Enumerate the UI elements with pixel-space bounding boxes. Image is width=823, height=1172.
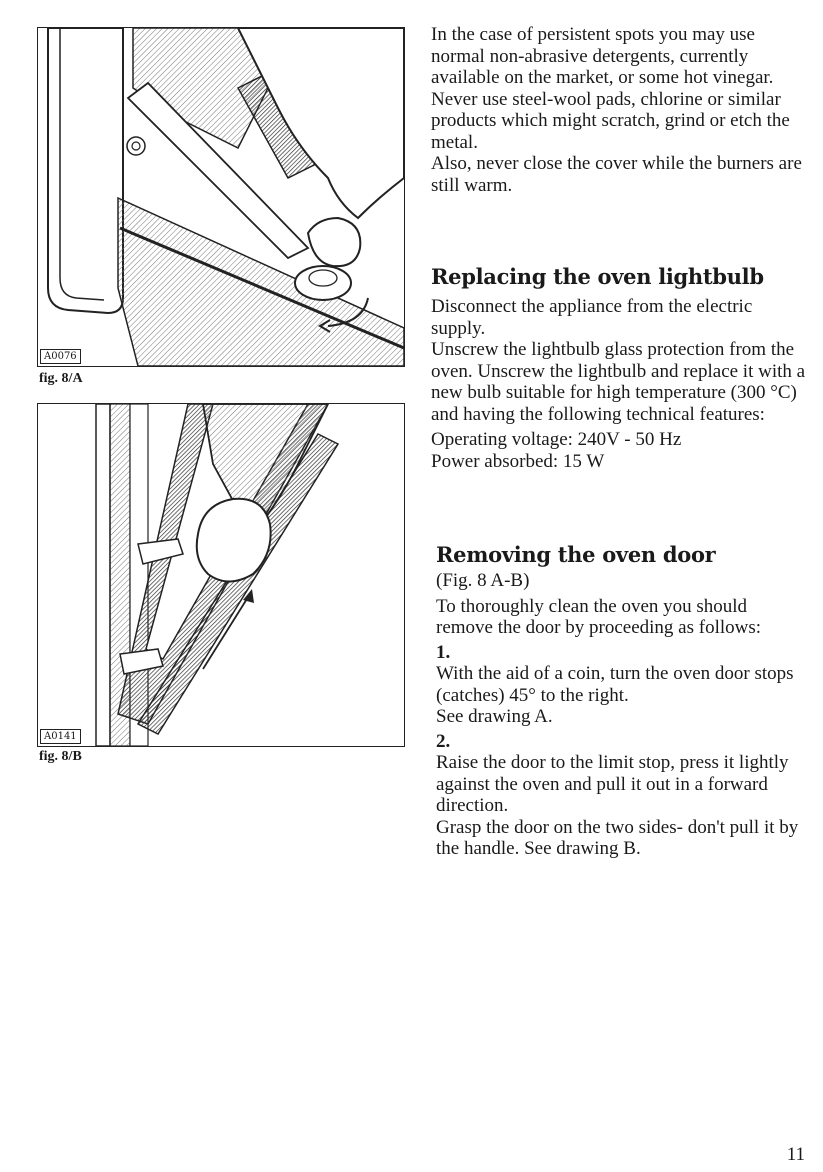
figure-8a (37, 27, 405, 367)
spec-line: Power absorbed: 15 W (431, 450, 605, 472)
paragraph: Grasp the door on the two sides- don't pull it by the handle. See drawing B. (436, 816, 799, 859)
paragraph: Unscrew the lightbulb glass protection from the oven. Unscrew the lightbulb and replace it with a new bulb suitable for high temperature (300 °C) and having the following technical features: (431, 339, 806, 425)
paragraph: Disconnect the appliance from the electric supply. (431, 296, 753, 339)
paragraph: Raise the door to the limit stop, press it lightly against the oven and pull it out in a forward direction. (436, 752, 789, 816)
figure-caption: fig. 8/B (39, 749, 82, 764)
spec-line: Operating voltage: 240V - 50 Hz (431, 429, 682, 450)
paragraph: To thoroughly clean the oven you should remove the door by proceeding as follows: (436, 595, 762, 638)
figure-reference: (Fig. 8 A-B) (436, 570, 530, 591)
paragraph: In the case of persistent spots you may use normal non-abrasive detergents, currently available on the market, or some hot vinegar. (431, 24, 774, 88)
step-number: 1. (436, 641, 451, 663)
figure-code: A0076 (40, 349, 81, 364)
page-number: 11 (786, 1144, 805, 1165)
figure-code: A0141 (40, 729, 81, 744)
step-number: 2. (436, 730, 451, 752)
figure-8a-drawing (38, 28, 404, 366)
door-section (436, 542, 808, 860)
lightbulb-section (431, 264, 806, 472)
figure-8b (37, 403, 405, 747)
paragraph: Never use steel-wool pads, chlorine or similar products which might scratch, grind or etch the metal. (431, 88, 790, 153)
section-heading: Replacing the oven lightbulb (431, 264, 764, 289)
paragraph: Also, never close the cover while the burners are still warm. (431, 153, 802, 196)
intro-text (431, 24, 803, 196)
figure-caption: fig. 8/A (39, 371, 83, 386)
paragraph: With the aid of a coin, turn the oven door stops (catches) 45° to the right. (436, 663, 794, 706)
paragraph: See drawing A. (436, 706, 553, 727)
figure-8b-drawing (38, 404, 404, 746)
section-heading: Removing the oven door (436, 542, 716, 567)
